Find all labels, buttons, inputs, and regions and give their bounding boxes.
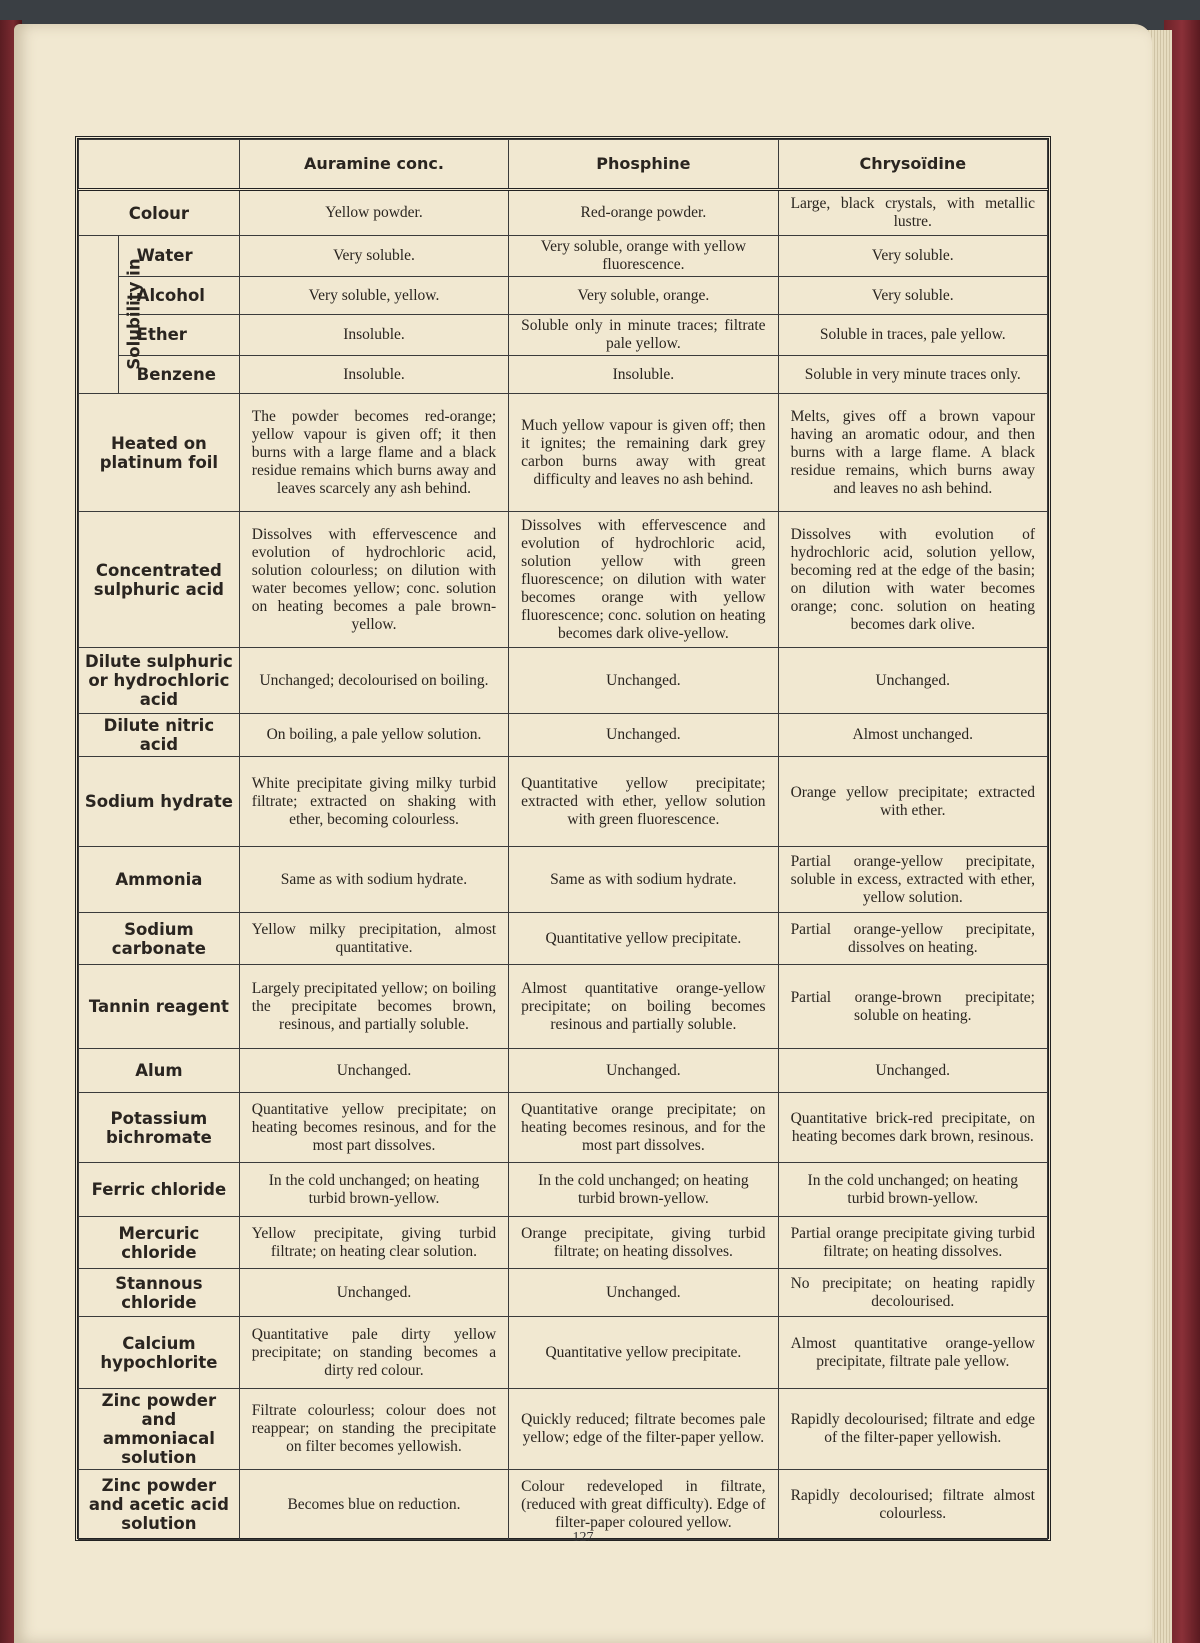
table-row — [79, 1389, 1048, 1470]
cell-auramine: Unchanged; decolourised on boiling. — [239, 648, 508, 714]
cell-phosphine: Very soluble, orange with yellow fluorescence. — [509, 236, 778, 277]
table-row — [79, 1317, 1048, 1389]
cell-phosphine: Unchanged. — [509, 1269, 778, 1317]
cell-phosphine: Colour redeveloped in filtrate, (reduced with great difficulty). Edge of filter-paper coloured yellow. — [509, 1470, 778, 1540]
cell-auramine: Insoluble. — [239, 356, 508, 394]
page-number: 127 — [572, 1530, 594, 1545]
cell-chrysoidine: Partial orange-brown precipitate; soluble on heating. — [778, 965, 1047, 1049]
cell-phosphine: Soluble only in minute traces; filtrate pale yellow. — [509, 315, 778, 356]
cell-phosphine: Red-orange powder. — [509, 190, 778, 236]
cell-auramine: Unchanged. — [239, 1269, 508, 1317]
row-label: Sodium hydrate — [79, 757, 240, 847]
cell-chrysoidine: Quantitative brick-red precipitate, on heating becomes dark brown, resinous. — [778, 1093, 1047, 1163]
row-label: Ether — [118, 315, 239, 356]
table-row — [79, 757, 1048, 847]
row-label: Ferric chloride — [79, 1163, 240, 1217]
solubility-label-text: Solubility in — [124, 258, 144, 370]
table-row — [79, 1049, 1048, 1093]
cell-auramine: On boiling, a pale yellow solution. — [239, 714, 508, 757]
cell-phosphine: In the cold unchanged; on heating turbid brown-yellow. — [509, 1163, 778, 1217]
cell-auramine: Same as with sodium hydrate. — [239, 847, 508, 913]
cell-phosphine: Unchanged. — [509, 648, 778, 714]
table-row — [79, 913, 1048, 965]
header-chrysoidine: Chrysoïdine — [778, 140, 1047, 190]
row-label: Zinc powder and ammoniacal solution — [79, 1389, 240, 1470]
row-label: Tannin reagent — [79, 965, 240, 1049]
table-row — [79, 714, 1048, 757]
row-label: Concentrated sulphuric acid — [79, 512, 240, 648]
row-label: Water — [118, 236, 239, 277]
table-row — [79, 648, 1048, 714]
cell-phosphine: Unchanged. — [509, 714, 778, 757]
cell-phosphine: Almost quantitative orange-yellow precipitate; on boiling becomes resinous and partially soluble. — [509, 965, 778, 1049]
cell-chrysoidine: Partial orange precipitate giving turbid filtrate; on heating dissolves. — [778, 1217, 1047, 1269]
table-row — [79, 315, 1048, 356]
table-row — [79, 190, 1048, 236]
cell-phosphine: Quantitative orange precipitate; on heating becomes resinous, and for the most part dissolves. — [509, 1093, 778, 1163]
row-label: Stannous chloride — [79, 1269, 240, 1317]
cell-phosphine: Quantitative yellow precipitate. — [509, 1317, 778, 1389]
row-label: Benzene — [118, 356, 239, 394]
row-label: Zinc powder and acetic acid solution — [79, 1470, 240, 1540]
table-row — [79, 1217, 1048, 1269]
cell-auramine: Becomes blue on reduction. — [239, 1470, 508, 1540]
table-row — [79, 1470, 1048, 1540]
cell-chrysoidine: Rapidly decolourised; filtrate almost colourless. — [778, 1470, 1047, 1540]
cell-phosphine: Dissolves with effervescence and evolution of hydrochloric acid, solution yellow with green fluorescence; on dilution with water becomes orange with yellow fluorescence; conc. solution on heating becomes dark olive-yellow. — [509, 512, 778, 648]
row-label: Sodium carbonate — [79, 913, 240, 965]
cell-chrysoidine: Very soluble. — [778, 236, 1047, 277]
table-row — [79, 1269, 1048, 1317]
cell-auramine: Filtrate colourless; colour does not reappear; on standing the precipitate on filter becomes yellowish. — [239, 1389, 508, 1470]
dye-reactions-table — [78, 139, 1048, 1540]
cell-chrysoidine: Melts, gives off a brown vapour having an aromatic odour, and then burns with a large flame. A black residue remains, which burns away and leaves no ash behind. — [778, 394, 1047, 512]
cell-chrysoidine: Soluble in traces, pale yellow. — [778, 315, 1047, 356]
header-auramine: Auramine conc. — [239, 140, 508, 190]
row-label: Alcohol — [118, 277, 239, 315]
cell-chrysoidine: No precipitate; on heating rapidly decolourised. — [778, 1269, 1047, 1317]
table-row — [79, 965, 1048, 1049]
header-row — [79, 140, 1048, 190]
cell-auramine: Largely precipitated yellow; on boiling the precipitate becomes brown, resinous, and partially soluble. — [239, 965, 508, 1049]
comparison-table-frame — [75, 136, 1051, 1541]
cell-auramine: Very soluble, yellow. — [239, 277, 508, 315]
row-label: Calcium hypochlorite — [79, 1317, 240, 1389]
table-row — [79, 847, 1048, 913]
row-label: Heated on platinum foil — [79, 394, 240, 512]
cell-auramine: Dissolves with effervescence and evolution of hydrochloric acid, solution colourless; on dilution with water becomes yellow; conc. solution on heating becomes a pale brown-yellow. — [239, 512, 508, 648]
cell-chrysoidine: Unchanged. — [778, 648, 1047, 714]
row-label: Colour — [79, 190, 240, 236]
cell-auramine: Yellow precipitate, giving turbid filtrate; on heating clear solution. — [239, 1217, 508, 1269]
cell-phosphine: Orange precipitate, giving turbid filtrate; on heating dissolves. — [509, 1217, 778, 1269]
cell-auramine: The powder becomes red-orange; yellow vapour is given off; it then burns with a large flame and a black residue remains which burns away and leaves scarcely any ash behind. — [239, 394, 508, 512]
cell-auramine: In the cold unchanged; on heating turbid brown-yellow. — [239, 1163, 508, 1217]
cell-phosphine: Much yellow vapour is given off; then it ignites; the remaining dark grey carbon burns away with great difficulty and leaves no ash behind. — [509, 394, 778, 512]
cell-chrysoidine: In the cold unchanged; on heating turbid brown-yellow. — [778, 1163, 1047, 1217]
cell-auramine: Insoluble. — [239, 315, 508, 356]
header-blank — [79, 140, 240, 190]
cell-auramine: Unchanged. — [239, 1049, 508, 1093]
header-phosphine: Phosphine — [509, 140, 778, 190]
book-page — [14, 24, 1152, 1643]
table-row — [79, 277, 1048, 315]
cell-chrysoidine: Almost quantitative orange-yellow precipitate, filtrate pale yellow. — [778, 1317, 1047, 1389]
cell-chrysoidine: Almost unchanged. — [778, 714, 1047, 757]
cell-auramine: Quantitative pale dirty yellow precipitate; on standing becomes a dirty red colour. — [239, 1317, 508, 1389]
cell-chrysoidine: Large, black crystals, with metallic lustre. — [778, 190, 1047, 236]
cell-chrysoidine: Partial orange-yellow precipitate, soluble in excess, extracted with ether, yellow solution. — [778, 847, 1047, 913]
row-label: Dilute nitric acid — [79, 714, 240, 757]
cell-phosphine: Quickly reduced; filtrate becomes pale yellow; edge of the filter-paper yellow. — [509, 1389, 778, 1470]
row-label: Dilute sulphuric or hydrochloric acid — [79, 648, 240, 714]
cell-chrysoidine: Orange yellow precipitate; extracted with ether. — [778, 757, 1047, 847]
cell-auramine: Very soluble. — [239, 236, 508, 277]
cell-phosphine: Quantitative yellow precipitate; extracted with ether, yellow solution with green fluorescence. — [509, 757, 778, 847]
cell-phosphine: Unchanged. — [509, 1049, 778, 1093]
row-label: Alum — [79, 1049, 240, 1093]
table-row — [79, 512, 1048, 648]
cell-phosphine: Quantitative yellow precipitate. — [509, 913, 778, 965]
cell-auramine: Yellow powder. — [239, 190, 508, 236]
row-label: Ammonia — [79, 847, 240, 913]
cell-chrysoidine: Very soluble. — [778, 277, 1047, 315]
cell-chrysoidine: Partial orange-yellow precipitate, dissolves on heating. — [778, 913, 1047, 965]
cell-chrysoidine: Soluble in very minute traces only. — [778, 356, 1047, 394]
cell-phosphine: Same as with sodium hydrate. — [509, 847, 778, 913]
cell-chrysoidine: Rapidly decolourised; filtrate and edge of the filter-paper yellowish. — [778, 1389, 1047, 1470]
cell-chrysoidine: Dissolves with evolution of hydrochloric acid, solution yellow, becoming red at the edge of the basin; on dilution with water becomes orange; conc. solution on heating becomes dark olive. — [778, 512, 1047, 648]
row-label: Mercuric chloride — [79, 1217, 240, 1269]
cell-chrysoidine: Unchanged. — [778, 1049, 1047, 1093]
cell-phosphine: Insoluble. — [509, 356, 778, 394]
cell-auramine: Quantitative yellow precipitate; on heating becomes resinous, and for the most part dissolves. — [239, 1093, 508, 1163]
solubility-group-label — [79, 236, 144, 394]
table-row — [79, 1163, 1048, 1217]
table-row — [79, 394, 1048, 512]
cell-phosphine: Very soluble, orange. — [509, 277, 778, 315]
cell-auramine: Yellow milky precipitation, almost quantitative. — [239, 913, 508, 965]
table-row — [79, 1093, 1048, 1163]
table-row — [79, 356, 1048, 394]
cell-auramine: White precipitate giving milky turbid filtrate; extracted on shaking with ether, becoming colourless. — [239, 757, 508, 847]
row-label: Potassium bichromate — [79, 1093, 240, 1163]
table-row — [79, 236, 1048, 277]
